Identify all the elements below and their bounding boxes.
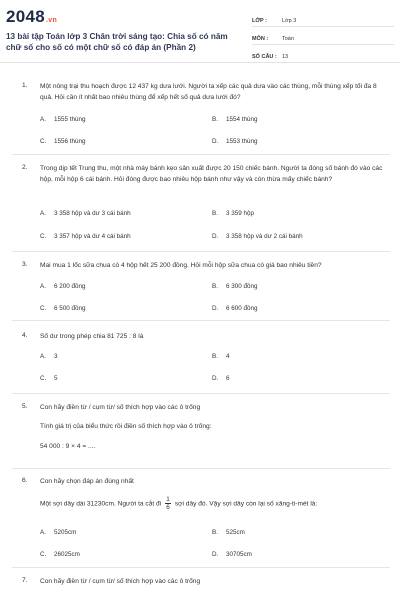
question-number: 6.	[22, 477, 28, 484]
option-text: 1555 thùng	[54, 116, 86, 123]
option-text: 4	[226, 353, 230, 360]
meta-row-subject	[252, 29, 394, 45]
option-letter: B.	[212, 353, 218, 360]
fraction-denominator: 6	[166, 504, 170, 511]
question-text: Con hãy chọn đáp án đúng nhất	[40, 478, 134, 485]
question-text: Trong dịp tết Trung thu, một nhà máy bánh kẹo sản xuất được 20 150 chiếc bánh. Người ta đóng số bánh đó vào các hộp, mỗi hộp 6 cái bánh. Hỏi đóng được bao nhiêu hộp bánh như vậy và còn thừa mấy chiếc bánh?	[40, 165, 383, 183]
option-letter: D.	[212, 138, 219, 145]
option-a[interactable]	[40, 353, 58, 360]
fraction	[165, 496, 171, 511]
option-d[interactable]	[212, 233, 303, 240]
option-letter: B.	[212, 210, 218, 217]
option-letter: C.	[40, 375, 47, 382]
meta-row-count	[252, 47, 394, 63]
question-number: 2.	[22, 164, 28, 171]
option-letter: A.	[40, 283, 46, 290]
meta-label: SỐ CÂU :	[252, 54, 277, 60]
option-letter: B.	[212, 283, 218, 290]
option-letter: D.	[212, 551, 219, 558]
option-text: 1554 thùng	[226, 116, 258, 123]
option-letter: D.	[212, 233, 219, 240]
option-letter: C.	[40, 305, 47, 312]
problem-text-start: Một sợi dây dài 31230cm. Người ta cắt đi	[40, 500, 162, 508]
option-text: 3 359 hộp	[226, 210, 255, 217]
option-letter: C.	[40, 551, 47, 558]
option-text: 6 500 đồng	[54, 305, 86, 312]
question-text: Con hãy điền từ / cụm từ/ số thích hợp vào các ô trống	[40, 404, 201, 411]
question-text: Số dư trong phép chia 81 725 : 8 là	[40, 333, 144, 340]
option-text: 1556 thùng	[54, 138, 86, 145]
option-d[interactable]	[212, 551, 252, 558]
problem-text-end: sợi dây đó. Vậy sợi dây còn lại số xăng-ti-mét là:	[174, 500, 318, 508]
divider	[12, 154, 390, 155]
option-letter: B.	[212, 116, 218, 123]
question-text: Một nông trại thu hoạch được 12 437 kg dưa lưới. Người ta xếp các quả dưa vào các thùng, mỗi thùng xếp tối đa 8 quả. Hỏi cần ít nhất bao nhiêu thùng để xếp hết số quả dưa lưới đó?	[40, 83, 377, 101]
question-instruction: Tính giá trị của biểu thức rồi điền số thích hợp vào ô trống:	[40, 423, 212, 430]
option-c[interactable]	[40, 305, 86, 312]
option-letter: D.	[212, 305, 219, 312]
option-text: 1553 thùng	[226, 138, 258, 145]
option-c[interactable]	[40, 551, 80, 558]
option-text: 26025cm	[54, 551, 80, 558]
divider	[12, 567, 390, 568]
question-text: Mai mua 1 lốc sữa chua có 4 hộp hết 25 200 đồng. Hỏi mỗi hộp sữa chua có giá bao nhiêu tiền?	[40, 262, 322, 269]
option-text: 30705cm	[226, 551, 252, 558]
option-text: 3 358 hộp và dư 3 cái bánh	[54, 210, 131, 217]
meta-label: LỚP :	[252, 18, 267, 24]
option-letter: A.	[40, 353, 46, 360]
question-number: 1.	[22, 82, 28, 89]
option-text: 6	[226, 375, 230, 382]
option-c[interactable]	[40, 233, 131, 240]
option-a[interactable]	[40, 529, 76, 536]
option-d[interactable]	[212, 375, 230, 382]
option-text: 5205cm	[54, 529, 77, 536]
option-text: 3 357 hộp và dư 4 cái bánh	[54, 233, 131, 240]
meta-row-class	[252, 11, 394, 27]
option-b[interactable]	[212, 283, 258, 290]
option-text: 6 600 đồng	[226, 305, 258, 312]
option-letter: C.	[40, 138, 47, 145]
option-text: 3 358 hộp và dư 2 cái bánh	[226, 233, 303, 240]
option-c[interactable]	[40, 138, 86, 145]
meta-value: Toán	[282, 36, 294, 42]
option-text: 6 200 đồng	[54, 283, 86, 290]
divider	[12, 251, 390, 252]
option-text: 3	[54, 353, 58, 360]
option-letter: A.	[40, 116, 46, 123]
question-number: 5.	[22, 403, 28, 410]
option-d[interactable]	[212, 305, 258, 312]
meta-info	[252, 11, 394, 65]
option-b[interactable]	[212, 116, 258, 123]
option-text: 525cm	[226, 529, 245, 536]
option-letter: B.	[212, 529, 218, 536]
meta-value: Lớp 3	[282, 18, 297, 24]
logo-text: 2048	[6, 7, 46, 26]
meta-value: 13	[282, 54, 289, 60]
option-letter: C.	[40, 233, 47, 240]
option-b[interactable]	[212, 353, 230, 360]
divider	[12, 320, 390, 321]
option-letter: A.	[40, 210, 46, 217]
meta-label: MÔN :	[252, 36, 269, 42]
site-logo[interactable]	[6, 7, 57, 27]
divider	[12, 393, 390, 394]
option-a[interactable]	[40, 210, 131, 217]
option-a[interactable]	[40, 116, 86, 123]
logo-suffix: .vn	[46, 17, 58, 24]
question-number: 4.	[22, 332, 28, 339]
question-number: 3.	[22, 261, 28, 268]
question-expression: 54 000 : 9 × 4 = ....	[40, 443, 96, 450]
option-b[interactable]	[212, 529, 245, 536]
option-b[interactable]	[212, 210, 254, 217]
option-letter: A.	[40, 529, 46, 536]
fraction-numerator: 1	[166, 496, 170, 503]
question-number: 7.	[22, 577, 28, 584]
option-text: 5	[54, 375, 58, 382]
option-d[interactable]	[212, 138, 258, 145]
option-a[interactable]	[40, 283, 86, 290]
page-header	[0, 0, 400, 63]
question-problem	[40, 496, 385, 511]
divider	[12, 468, 390, 469]
option-text: 6 300 đồng	[226, 283, 258, 290]
question-text: Con hãy điền từ / cụm từ/ số thích hợp vào các ô trống	[40, 578, 201, 585]
option-c[interactable]	[40, 375, 58, 382]
page-title: 13 bài tập Toán lớp 3 Chân trời sáng tạo: Chia số có năm chữ số cho số có một chữ số có đáp án (Phần 2)	[6, 32, 228, 52]
option-letter: D.	[212, 375, 219, 382]
